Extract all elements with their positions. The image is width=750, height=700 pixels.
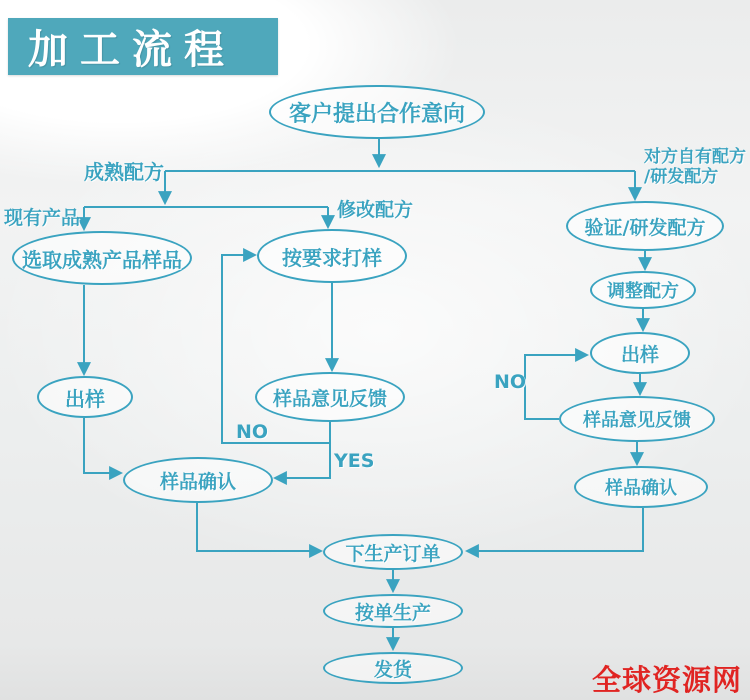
node-produce-per-order: 按单生产: [323, 594, 463, 628]
node-sample-per-request: 按要求打样: [257, 229, 407, 283]
label-own-formula-line1: 对方自有配方: [644, 147, 746, 167]
label-no-right: NO: [494, 371, 527, 393]
node-sample-feedback-right: 样品意见反馈: [559, 396, 715, 442]
edge-confirm-right-to-order: [467, 508, 643, 551]
node-sample-confirm-left: 样品确认: [123, 457, 273, 503]
label-no-mid: NO: [236, 421, 269, 443]
page-title: 加工流程: [28, 27, 236, 73]
label-mature-formula: 成熟配方: [84, 160, 164, 184]
node-adjust-formula: 调整配方: [590, 271, 696, 309]
label-own-formula-line2: /研发配方: [644, 167, 719, 188]
node-ship: 发货: [323, 652, 463, 684]
edge-sample-out-to-confirm: [84, 418, 121, 473]
node-verify-develop-formula: 验证/研发配方: [566, 201, 724, 251]
node-sample-out-right: 出样: [590, 332, 690, 374]
label-yes-mid: YES: [334, 450, 375, 472]
site-watermark: 全球资源网: [592, 663, 743, 697]
label-existing-product: 现有产品: [4, 207, 81, 229]
node-production-order: 下生产订单: [323, 534, 463, 570]
node-sample-out-left: 出样: [37, 376, 133, 418]
edge-feedback-yes-to-confirm: [275, 443, 330, 478]
label-own-formula: [644, 147, 746, 188]
title-banner: [8, 18, 278, 75]
label-modify-formula: 修改配方: [337, 199, 414, 221]
node-customer-intent: 客户提出合作意向: [269, 85, 485, 139]
node-sample-feedback-mid: 样品意见反馈: [255, 372, 405, 422]
node-select-mature-sample: 选取成熟产品样品: [12, 231, 192, 285]
node-sample-confirm-right: 样品确认: [574, 466, 708, 508]
edge-confirm-to-order: [197, 503, 321, 551]
